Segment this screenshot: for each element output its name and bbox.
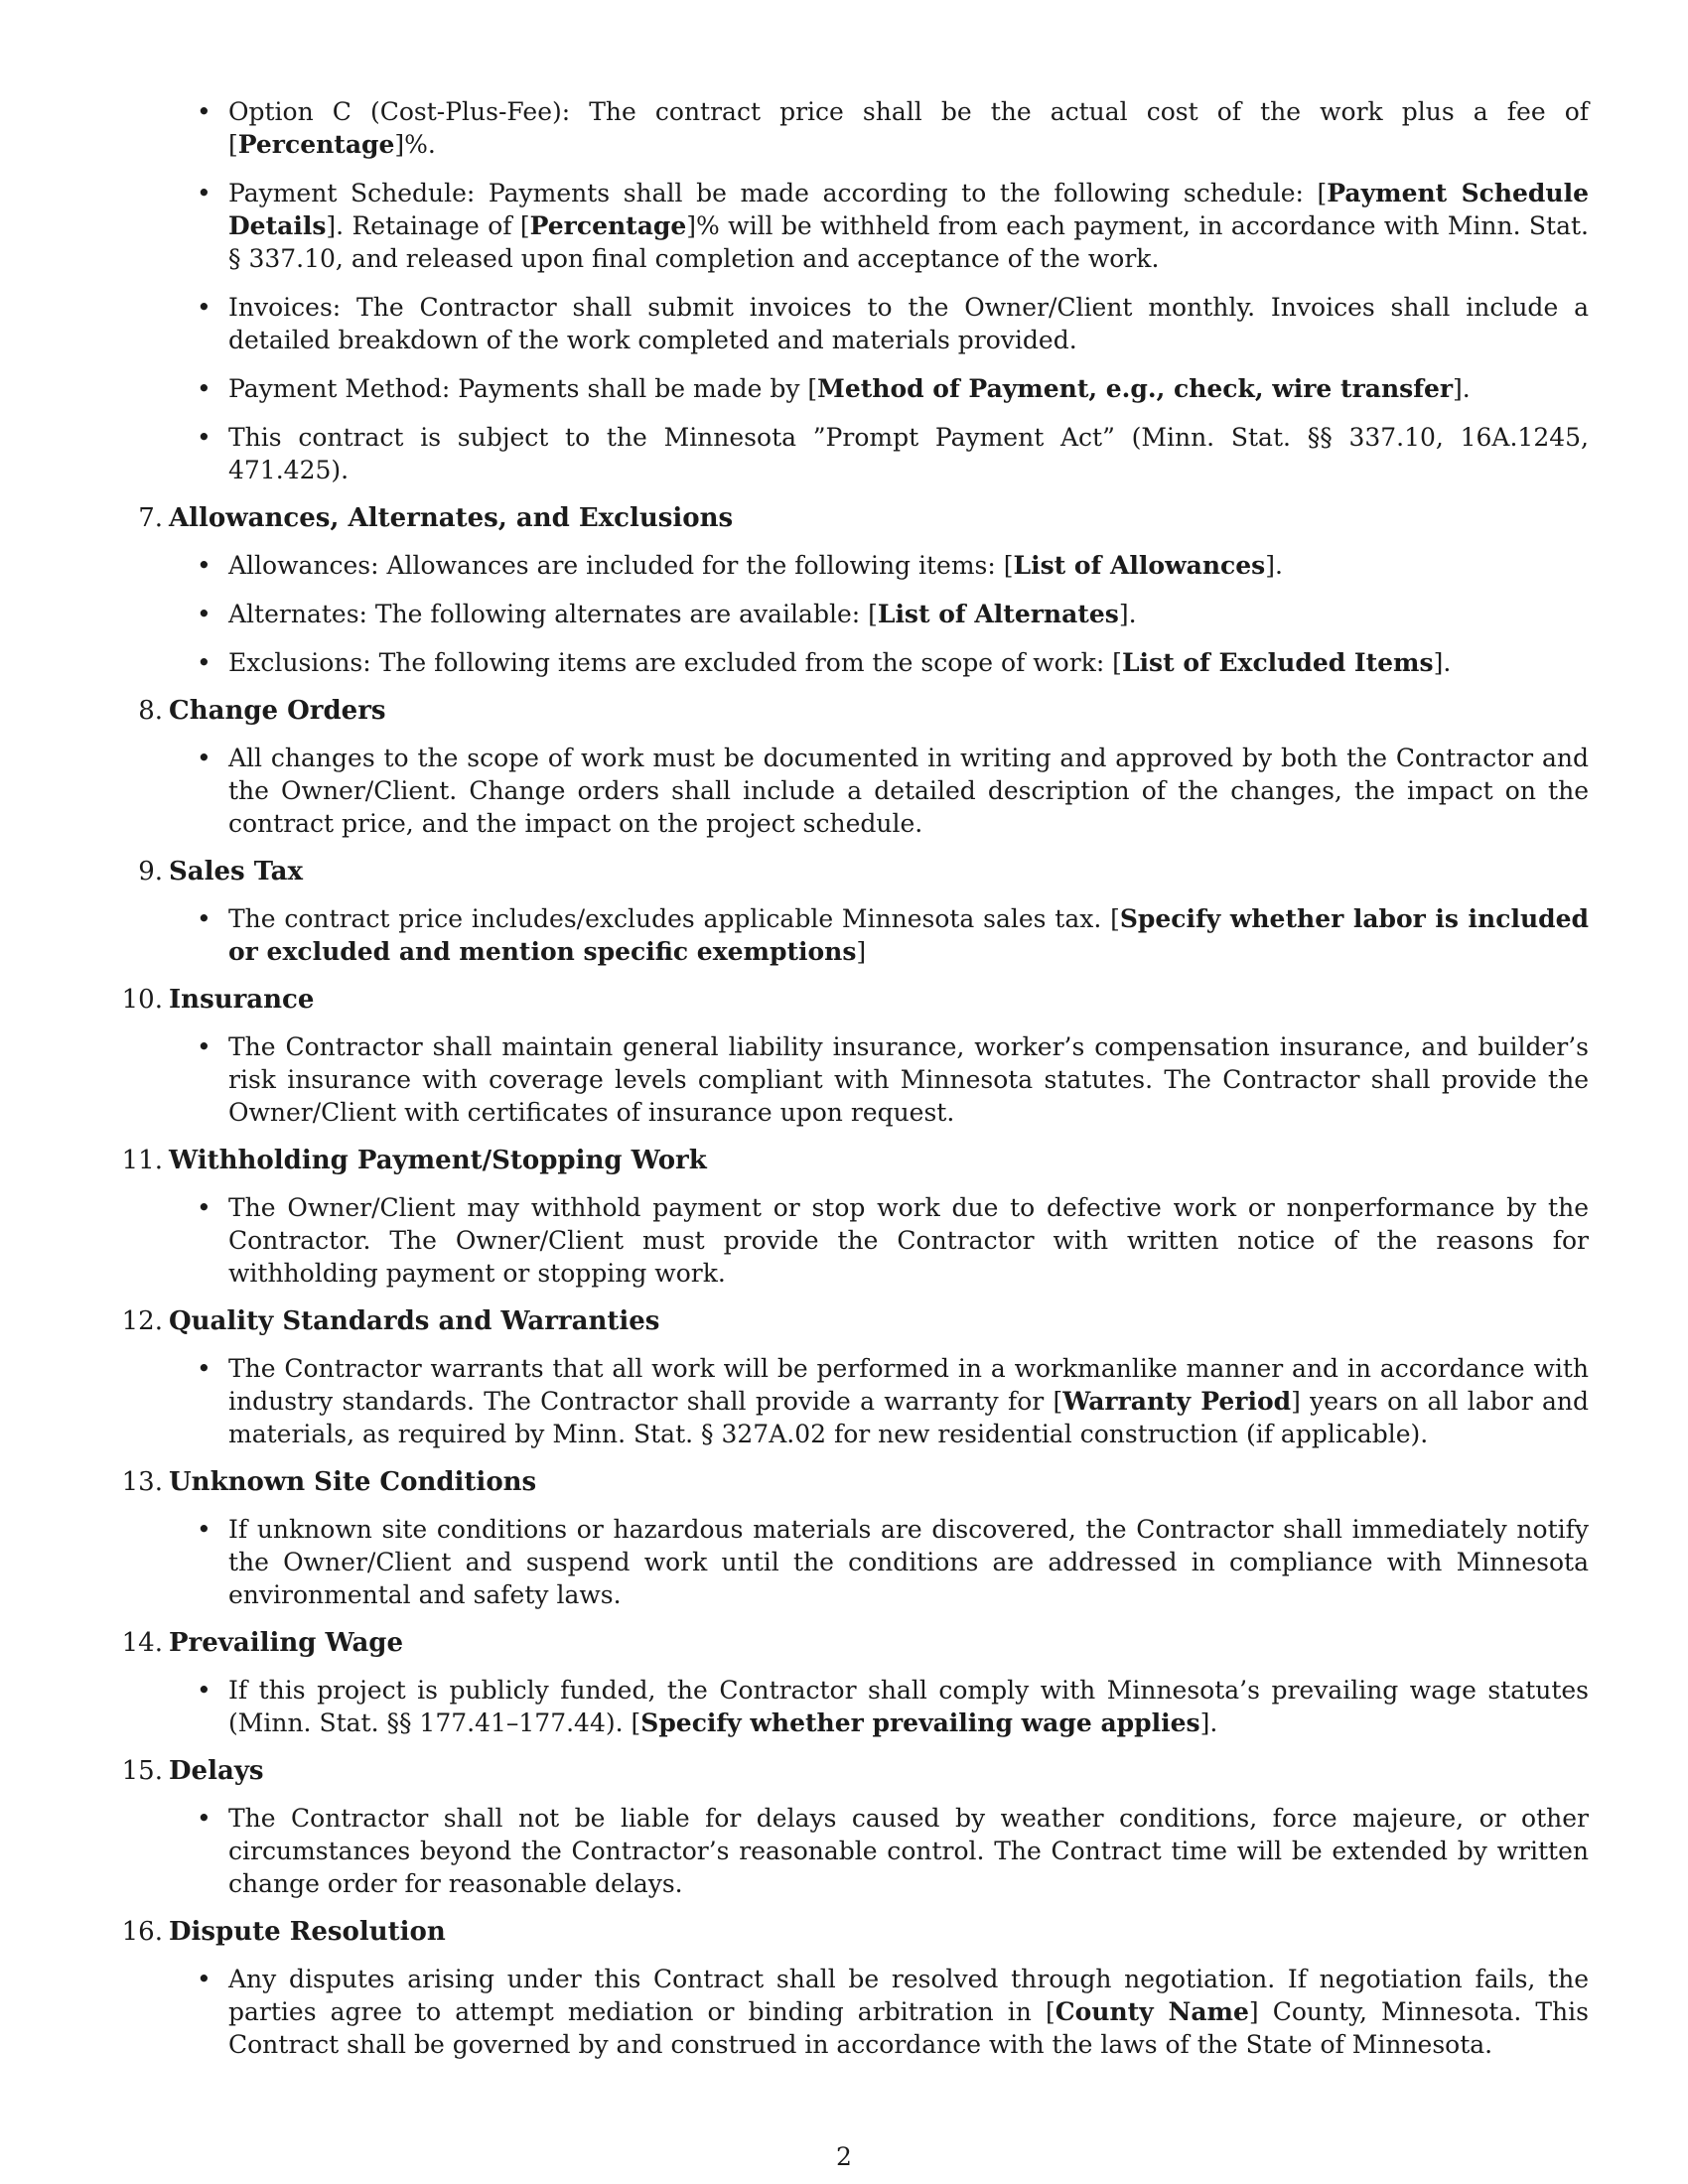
list-item	[228, 1352, 1589, 1450]
section-title: Delays	[169, 1756, 264, 1786]
contract-section	[119, 984, 1589, 1129]
section-title: Change Orders	[169, 696, 386, 726]
list-item	[228, 549, 1589, 582]
section-title: Allowances, Alternates, and Exclusions	[169, 503, 734, 533]
section-heading	[119, 984, 1589, 1017]
section-title: Sales Tax	[169, 857, 303, 887]
section-bullets	[119, 1513, 1589, 1611]
bullet-text: ].	[1199, 1708, 1218, 1737]
bullet-text: All changes to the scope of work must be documented in writing and approved by both the Contractor and the Owner/Client. Change orders shall include a detailed description of the changes, the impact on the contract price, and the impact on the project schedule.	[228, 744, 1589, 838]
section-number: 16.	[121, 1917, 163, 1947]
placeholder-field: Percentage	[529, 211, 687, 240]
bullet-text: Exclusions: The following items are excluded from the scope of work: [	[228, 648, 1122, 677]
bullet-text: ] County, Minnesota. This Contract shall be governed by and construed in accordance with the laws of the State of Minnesota.	[228, 1997, 1589, 2059]
section-bullets	[119, 549, 1589, 679]
bullet-text: Invoices: The Contractor shall submit invoices to the Owner/Client monthly. Invoices shall include a detailed breakdown of the work completed and materials provided.	[228, 293, 1589, 354]
contract-section	[119, 1305, 1589, 1450]
section-title: Dispute Resolution	[169, 1917, 446, 1947]
section-heading	[119, 856, 1589, 888]
section-number: 12.	[121, 1306, 163, 1336]
placeholder-field: County Name	[1055, 1997, 1249, 2026]
contract-section	[119, 1627, 1589, 1739]
placeholder-field: Specify whether prevailing wage applies	[640, 1708, 1200, 1737]
payment-terms-list	[119, 95, 1589, 486]
list-item	[228, 95, 1589, 161]
section-heading	[119, 502, 1589, 535]
section-number: 9.	[138, 857, 163, 887]
section-heading	[119, 1466, 1589, 1499]
section-number: 14.	[121, 1628, 163, 1658]
placeholder-field: List of Excluded Items	[1121, 648, 1434, 677]
section-heading	[119, 1755, 1589, 1788]
section-bullets	[119, 1352, 1589, 1450]
list-item	[228, 372, 1589, 405]
list-item	[228, 421, 1589, 486]
contract-section	[119, 502, 1589, 679]
placeholder-field: Specify whether labor is included or excluded and mention specific exemptions	[228, 904, 1589, 966]
bullet-text: The Contractor warrants that all work will be performed in a workmanlike manner and in accordance with industry standards. The Contractor shall provide a warranty for [	[228, 1354, 1589, 1416]
bullet-text: Option C (Cost-Plus-Fee): The contract price shall be the actual cost of the work plus a fee of [	[228, 97, 1589, 159]
contract-section	[119, 1755, 1589, 1900]
contract-section	[119, 1916, 1589, 2061]
contract-section	[119, 1145, 1589, 1290]
page-content	[119, 95, 1589, 2077]
section-number: 10.	[121, 985, 163, 1015]
list-item	[228, 1191, 1589, 1290]
placeholder-field: Method of Payment, e.g., check, wire transfer	[817, 374, 1454, 403]
list-item	[228, 291, 1589, 356]
contract-section	[119, 856, 1589, 968]
bullet-text: Alternates: The following alternates are available: [	[228, 600, 878, 628]
section-title: Quality Standards and Warranties	[169, 1306, 660, 1336]
list-item	[228, 1030, 1589, 1129]
list-item	[228, 742, 1589, 840]
section-bullets	[119, 1963, 1589, 2061]
bullet-text: The Owner/Client may withhold payment or stop work due to defective work or nonperformance by the Contractor. The Owner/Client must provide the Contractor with written notice of the reasons for withholding payment or stopping work.	[228, 1193, 1589, 1288]
placeholder-field: Payment Schedule Details	[228, 179, 1589, 240]
section-heading	[119, 1916, 1589, 1949]
section-bullets	[119, 1191, 1589, 1290]
list-item	[228, 902, 1589, 968]
list-item	[228, 1674, 1589, 1739]
contract-section	[119, 695, 1589, 840]
section-number: 15.	[121, 1756, 163, 1786]
bullet-text: If unknown site conditions or hazardous materials are discovered, the Contractor shall immediately notify the Owner/Client and suspend work until the conditions are addressed in compliance with Minnesota environmental and safety laws.	[228, 1515, 1589, 1609]
section-heading	[119, 1145, 1589, 1177]
bullet-text: ].	[1265, 551, 1283, 580]
bullet-text: Payment Method: Payments shall be made by [	[228, 374, 818, 403]
list-item	[228, 177, 1589, 275]
bullet-text: If this project is publicly funded, the Contractor shall comply with Minnesota’s prevailing wage statutes (Minn. Stat. §§ 177.41–177.44). [	[228, 1676, 1589, 1737]
list-item	[228, 1963, 1589, 2061]
list-item	[228, 598, 1589, 630]
sections-container	[119, 502, 1589, 2061]
bullet-text: ]% will be withheld from each payment, in accordance with Minn. Stat. § 337.10, and released upon final completion and acceptance of the work.	[228, 211, 1590, 273]
contract-section	[119, 1466, 1589, 1611]
bullet-text: ].	[1453, 374, 1471, 403]
section-number: 13.	[121, 1467, 163, 1497]
bullet-text: Any disputes arising under this Contract shall be resolved through negotiation. If negotiation fails, the parties agree to attempt mediation or binding arbitration in [	[228, 1965, 1589, 2026]
placeholder-field: List of Alternates	[877, 600, 1119, 628]
list-item	[228, 646, 1589, 679]
bullet-text: The Contractor shall not be liable for delays caused by weather conditions, force majeure, or other circumstances beyond the Contractor’s reasonable control. The Contract time will be extended by written change order for reasonable delays.	[228, 1804, 1589, 1898]
bullet-text: ]%.	[394, 130, 436, 159]
bullet-text: Allowances: Allowances are included for the following items: [	[228, 551, 1014, 580]
section-title: Withholding Payment/Stopping Work	[169, 1146, 707, 1175]
bullet-text: This contract is subject to the Minnesota ”Prompt Payment Act” (Minn. Stat. §§ 337.10, 16A.1245, 471.425).	[228, 423, 1589, 484]
bullet-text: ]. Retainage of [	[326, 211, 530, 240]
section-number: 7.	[138, 503, 163, 533]
bullet-text: The Contractor shall maintain general liability insurance, worker’s compensation insurance, and builder’s risk insurance with coverage levels compliant with Minnesota statutes. The Contractor shall provide the Owner/Client with certificates of insurance upon request.	[228, 1032, 1589, 1127]
list-item	[228, 1802, 1589, 1900]
section-title: Unknown Site Conditions	[169, 1467, 537, 1497]
section-number: 11.	[121, 1146, 163, 1175]
section-heading	[119, 1305, 1589, 1338]
placeholder-field: Warranty Period	[1062, 1387, 1292, 1416]
section-bullets	[119, 1030, 1589, 1129]
section-title: Prevailing Wage	[169, 1628, 404, 1658]
section-heading	[119, 1627, 1589, 1660]
bullet-text: ].	[1118, 600, 1137, 628]
bullet-text: ]	[856, 937, 867, 966]
section-title: Insurance	[169, 985, 315, 1015]
section-bullets	[119, 1802, 1589, 1900]
placeholder-field: List of Allowances	[1013, 551, 1266, 580]
bullet-text: Payment Schedule: Payments shall be made according to the following schedule: [	[228, 179, 1328, 207]
placeholder-field: Percentage	[237, 130, 395, 159]
section-number: 8.	[138, 696, 163, 726]
bullet-text: ] years on all labor and materials, as required by Minn. Stat. § 327A.02 for new residential construction (if applicable).	[228, 1387, 1589, 1448]
list-item	[228, 1513, 1589, 1611]
bullet-text: The contract price includes/excludes applicable Minnesota sales tax. [	[228, 904, 1120, 933]
section-bullets	[119, 742, 1589, 840]
section-bullets	[119, 1674, 1589, 1739]
section-bullets	[119, 902, 1589, 968]
page-number: 2	[836, 2142, 852, 2171]
bullet-text: ].	[1433, 648, 1452, 677]
section-heading	[119, 695, 1589, 728]
